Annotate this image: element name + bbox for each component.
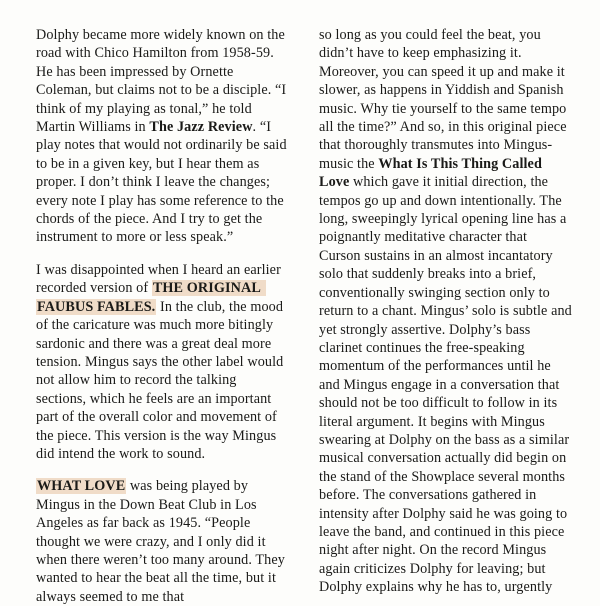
right-column: [319, 26, 576, 596]
text-run: was being played by Mingus in the Down Beat Club in Los Angeles as far back as 1945. “People thought we were crazy, and I only did it when there weren’t too many around. They wanted to hear the beat all the time, but it always seemed to me that: [36, 478, 289, 605]
text-run-bold: What Is This Thing Called Love: [319, 155, 546, 191]
two-column-layout: [36, 26, 576, 605]
left-column: [36, 26, 291, 605]
paragraph: [319, 26, 576, 597]
text-run: so long as you could feel the beat, you didn’t have to keep emphasizing it. Moreover, you can speed it up and make it slower, as happens in Yiddish and Spanish music. Why tie yourself to the same tempo all the time?” And so, in this original piece that thoroughly transmutes into Mingus-music the: [319, 27, 571, 172]
text-run: Dolphy became more widely known on the road with Chico Hamilton from 1958-59. He has been impressed by Ornette Coleman, but claims not to be a disciple. “I think of my playing as tonal,” he told Martin Williams in: [36, 27, 290, 136]
text-run: I was disappointed when I heard an earlier recorded version of: [36, 261, 285, 297]
highlighted-title: THE ORIGINAL FAUBUS FABLES.: [37, 280, 265, 315]
text-run: In the club, the mood of the caricature was much more bitingly sardonic and there was a great deal more tension. Mingus says the other label would not allow him to record the talking sections, which he feels are an important part of the overall color and movement of the piece. This version is the way Mingus did intend the work to sound.: [36, 298, 287, 462]
paragraph: [36, 477, 289, 606]
paragraph: [36, 26, 289, 247]
text-run: . “I play notes that would not ordinarily be said to be in a given key, but I hear them as proper. I don’t think I leave the changes; every note I play has some reference to the chords of the piece. And I try to get the instrument to more or less speak.”: [36, 119, 291, 246]
text-run: which gave it initial direction, the tempos go up and down intentionally. The long, sweepingly lyrical opening line has a poignantly meditative character that Curson sustains in an almost incantatory solo that suddenly breaks into a brief, conventionally swinging section only to return to a chant. Mingus’ solo is subtle and yet strongly assertive. Dolphy’s bass clarinet continues the free-speaking momentum of the performances until he and Mingus engage in a conversation that should not be too difficult to follow in its literal argument. It begins with Mingus swearing at Dolphy on the bass as a similar musical conversation actually did begin on the stand of the Showplace several months before. The conversations gathered in intensity after Dolphy said he was going to leave the band, and continued in this piece night after night. On the record Mingus again criticizes Dolphy for leaving; but Dolphy explains why he has to, urgently: [319, 174, 576, 596]
text-run-bold: The Jazz Review: [149, 119, 253, 136]
highlighted-title: WHAT LOVE: [37, 478, 126, 495]
paragraph: [36, 261, 289, 463]
